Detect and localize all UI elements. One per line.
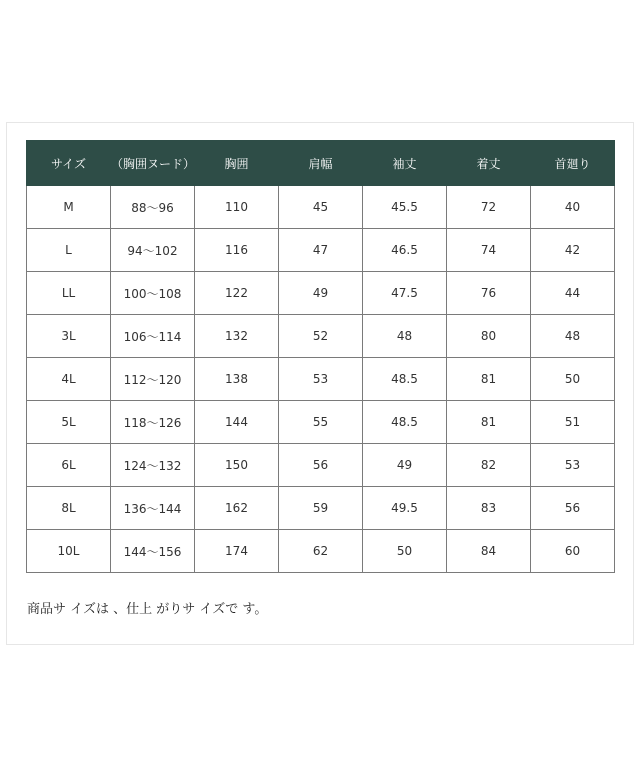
table-cell: 40: [531, 186, 615, 229]
table-cell: 46.5: [363, 229, 447, 272]
table-cell: 122: [195, 272, 279, 315]
table-cell: 88～96: [111, 186, 195, 229]
table-cell: 106～114: [111, 315, 195, 358]
table-row: [27, 487, 615, 530]
table-cell: 53: [279, 358, 363, 401]
table-row: [27, 530, 615, 573]
table-cell: 144: [195, 401, 279, 444]
table-cell: 47: [279, 229, 363, 272]
table-cell: 55: [279, 401, 363, 444]
header-size: サイズ: [27, 141, 111, 186]
table-cell: 45.5: [363, 186, 447, 229]
table-cell: M: [27, 186, 111, 229]
table-cell: 62: [279, 530, 363, 573]
table-cell: 50: [363, 530, 447, 573]
table-row: [27, 272, 615, 315]
table-cell: 5L: [27, 401, 111, 444]
table-cell: 81: [447, 358, 531, 401]
table-cell: 144～156: [111, 530, 195, 573]
table-cell: 76: [447, 272, 531, 315]
table-row: [27, 401, 615, 444]
table-cell: 84: [447, 530, 531, 573]
table-cell: 124～132: [111, 444, 195, 487]
table-cell: 49: [363, 444, 447, 487]
table-cell: 52: [279, 315, 363, 358]
table-cell: 72: [447, 186, 531, 229]
table-cell: 50: [531, 358, 615, 401]
header-bust-nude: （胸囲ヌード）: [111, 141, 195, 186]
table-cell: 49.5: [363, 487, 447, 530]
size-chart-table: [26, 140, 615, 573]
header-neck: 首廻り: [531, 141, 615, 186]
table-cell: 47.5: [363, 272, 447, 315]
table-cell: 112～120: [111, 358, 195, 401]
header-shoulder: 肩幅: [279, 141, 363, 186]
table-cell: 8L: [27, 487, 111, 530]
header-length: 着丈: [447, 141, 531, 186]
table-cell: 81: [447, 401, 531, 444]
table-cell: 3L: [27, 315, 111, 358]
table-cell: 56: [531, 487, 615, 530]
table-cell: 48: [531, 315, 615, 358]
table-cell: 110: [195, 186, 279, 229]
table-cell: 118～126: [111, 401, 195, 444]
table-row: [27, 444, 615, 487]
table-cell: 60: [531, 530, 615, 573]
table-cell: 74: [447, 229, 531, 272]
table-cell: 100～108: [111, 272, 195, 315]
table-row: [27, 358, 615, 401]
table-cell: 138: [195, 358, 279, 401]
table-cell: 162: [195, 487, 279, 530]
header-bust: 胸囲: [195, 141, 279, 186]
header-sleeve: 袖丈: [363, 141, 447, 186]
table-cell: 49: [279, 272, 363, 315]
table-cell: 51: [531, 401, 615, 444]
table-cell: 48.5: [363, 358, 447, 401]
table-cell: 94～102: [111, 229, 195, 272]
table-cell: 4L: [27, 358, 111, 401]
table-cell: 6L: [27, 444, 111, 487]
table-cell: 44: [531, 272, 615, 315]
table-cell: 48.5: [363, 401, 447, 444]
table-header-row: [27, 141, 615, 186]
table-cell: 53: [531, 444, 615, 487]
table-cell: 174: [195, 530, 279, 573]
table-cell: 45: [279, 186, 363, 229]
table-row: [27, 315, 615, 358]
table-cell: L: [27, 229, 111, 272]
table-cell: 42: [531, 229, 615, 272]
table-cell: 82: [447, 444, 531, 487]
table-cell: 116: [195, 229, 279, 272]
table-row: [27, 229, 615, 272]
table-cell: 80: [447, 315, 531, 358]
table-cell: 48: [363, 315, 447, 358]
table-cell: 59: [279, 487, 363, 530]
table-cell: 136～144: [111, 487, 195, 530]
table-cell: 150: [195, 444, 279, 487]
table-cell: 10L: [27, 530, 111, 573]
table-cell: LL: [27, 272, 111, 315]
table-cell: 132: [195, 315, 279, 358]
table-row: [27, 186, 615, 229]
size-note: 商品サ イズは 、仕上 がりサ イズで す。: [27, 602, 268, 617]
table-cell: 83: [447, 487, 531, 530]
table-cell: 56: [279, 444, 363, 487]
